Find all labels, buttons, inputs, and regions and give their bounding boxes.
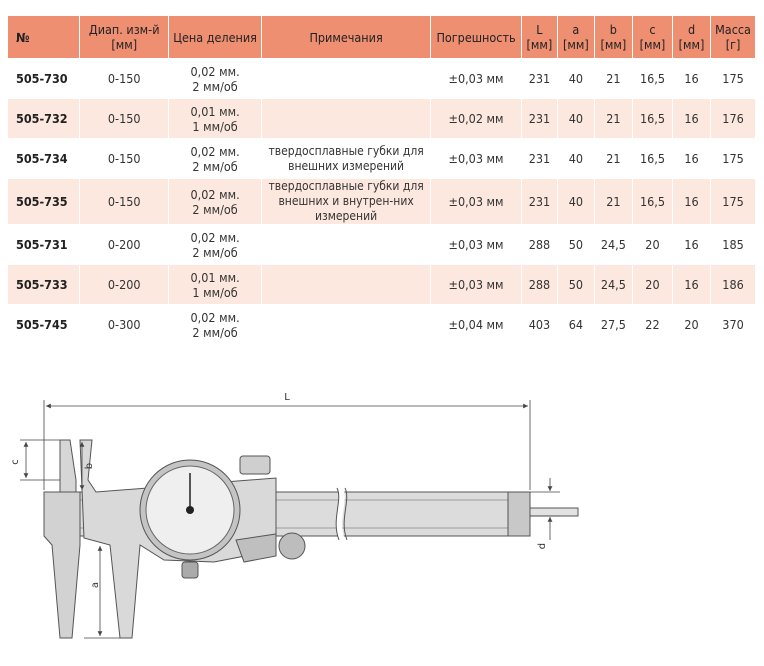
division-line-1: 0,02 мм. xyxy=(190,186,240,202)
dim-b: 27,5 xyxy=(594,305,632,345)
label-b: b xyxy=(84,462,95,470)
dim-b: 21 xyxy=(594,179,632,225)
dim-d: 20 xyxy=(673,305,711,345)
dim-c: 16,5 xyxy=(632,99,672,139)
dimension-c xyxy=(10,440,60,480)
length-L: 231 xyxy=(521,99,557,139)
model-number: 505-730 xyxy=(8,59,80,99)
accuracy: ±0,03 мм xyxy=(431,265,522,305)
model-number: 505-733 xyxy=(8,265,80,305)
note: твердосплавные губки для внешних измерений xyxy=(262,139,431,179)
length-L: 403 xyxy=(521,305,557,345)
division-line-2: 1 мм/об xyxy=(192,118,238,134)
dim-d: 16 xyxy=(673,99,711,139)
accuracy: ±0,03 мм xyxy=(431,179,522,225)
length-L: 231 xyxy=(521,139,557,179)
dim-a: 40 xyxy=(557,59,594,99)
model-number: 505-745 xyxy=(8,305,80,345)
header-b: b [мм] xyxy=(594,16,632,59)
slider-body xyxy=(80,440,305,638)
model-number: 505-734 xyxy=(8,139,80,179)
dimension-L xyxy=(44,392,530,490)
division-value xyxy=(169,179,262,225)
fixed-jaw xyxy=(44,440,80,638)
division-line-2: 2 мм/об xyxy=(192,78,238,94)
division-value xyxy=(169,265,262,305)
division-line-1: 0,01 мм. xyxy=(190,103,240,119)
dim-c: 22 xyxy=(632,305,672,345)
header-range: Диап. изм-й [мм] xyxy=(80,16,169,59)
division-line-2: 2 мм/об xyxy=(192,158,238,174)
table-row xyxy=(8,139,755,179)
label-a: a xyxy=(90,581,101,589)
header-accuracy: Погрешность xyxy=(431,16,522,59)
dim-a: 64 xyxy=(557,305,594,345)
table-row xyxy=(8,99,755,139)
division-line-1: 0,01 мм. xyxy=(190,269,240,285)
mass: 186 xyxy=(711,265,755,305)
dim-d: 16 xyxy=(673,225,711,265)
mass: 175 xyxy=(711,59,755,99)
mass: 175 xyxy=(711,139,755,179)
dim-b: 24,5 xyxy=(594,225,632,265)
header-row xyxy=(8,16,755,59)
dim-c: 16,5 xyxy=(632,179,672,225)
header-mass: Масса [г] xyxy=(711,16,755,59)
dim-a: 50 xyxy=(557,225,594,265)
division-line-2: 2 мм/об xyxy=(192,244,238,260)
division-value xyxy=(169,225,262,265)
dim-a: 40 xyxy=(557,139,594,179)
accuracy: ±0,03 мм xyxy=(431,139,522,179)
label-d: d xyxy=(537,542,548,550)
mass: 176 xyxy=(711,99,755,139)
dim-a: 40 xyxy=(557,179,594,225)
note xyxy=(262,225,431,265)
model-number: 505-735 xyxy=(8,179,80,225)
measuring-range: 0-150 xyxy=(80,99,169,139)
division-line-2: 2 мм/об xyxy=(192,201,238,217)
mass: 370 xyxy=(711,305,755,345)
measuring-range: 0-200 xyxy=(80,265,169,305)
dim-d: 16 xyxy=(673,59,711,99)
caliper-drawing xyxy=(0,370,764,666)
table-row xyxy=(8,59,755,99)
dim-b: 21 xyxy=(594,59,632,99)
dim-a: 50 xyxy=(557,265,594,305)
note xyxy=(262,265,431,305)
table-row xyxy=(8,265,755,305)
accuracy: ±0,03 мм xyxy=(431,59,522,99)
accuracy: ±0,03 мм xyxy=(431,225,522,265)
dim-c: 16,5 xyxy=(632,139,672,179)
header-no: № xyxy=(8,16,80,59)
length-L: 288 xyxy=(521,265,557,305)
division-value xyxy=(169,99,262,139)
division-line-1: 0,02 мм. xyxy=(190,229,240,245)
dim-a: 40 xyxy=(557,99,594,139)
spec-table xyxy=(8,16,755,344)
dim-d: 16 xyxy=(673,265,711,305)
accuracy: ±0,02 мм xyxy=(431,99,522,139)
measuring-range: 0-200 xyxy=(80,225,169,265)
division-line-1: 0,02 мм. xyxy=(190,309,240,325)
measuring-range: 0-150 xyxy=(80,179,169,225)
length-L: 231 xyxy=(521,59,557,99)
note xyxy=(262,305,431,345)
dim-c: 20 xyxy=(632,225,672,265)
header-notes: Примечания xyxy=(262,16,431,59)
header-L: L [мм] xyxy=(521,16,557,59)
note xyxy=(262,99,431,139)
dim-b: 24,5 xyxy=(594,265,632,305)
header-a: a [мм] xyxy=(557,16,594,59)
header-division: Цена деления xyxy=(169,16,262,59)
measuring-range: 0-150 xyxy=(80,59,169,99)
dim-b: 21 xyxy=(594,99,632,139)
length-L: 231 xyxy=(521,179,557,225)
length-L: 288 xyxy=(521,225,557,265)
table-row xyxy=(8,225,755,265)
division-value xyxy=(169,139,262,179)
dim-c: 20 xyxy=(632,265,672,305)
mass: 185 xyxy=(711,225,755,265)
division-line-2: 1 мм/об xyxy=(192,284,238,300)
division-value xyxy=(169,305,262,345)
division-line-1: 0,02 мм. xyxy=(190,63,240,79)
mass: 175 xyxy=(711,179,755,225)
dim-d: 16 xyxy=(673,179,711,225)
division-line-1: 0,02 мм. xyxy=(190,143,240,159)
accuracy: ±0,04 мм xyxy=(431,305,522,345)
division-value xyxy=(169,59,262,99)
label-L: L xyxy=(284,392,290,403)
measuring-range: 0-300 xyxy=(80,305,169,345)
dim-c: 16,5 xyxy=(632,59,672,99)
division-line-2: 2 мм/об xyxy=(192,324,238,340)
model-number: 505-732 xyxy=(8,99,80,139)
header-c: c [мм] xyxy=(632,16,672,59)
model-number: 505-731 xyxy=(8,225,80,265)
header-d: d [мм] xyxy=(673,16,711,59)
note xyxy=(262,59,431,99)
dim-b: 21 xyxy=(594,139,632,179)
label-c: c xyxy=(10,459,21,465)
measuring-range: 0-150 xyxy=(80,139,169,179)
note: твердосплавные губки для внешних и внутрен-них измерений xyxy=(262,179,431,225)
table-row xyxy=(8,305,755,345)
table-row xyxy=(8,179,755,225)
dim-d: 16 xyxy=(673,139,711,179)
